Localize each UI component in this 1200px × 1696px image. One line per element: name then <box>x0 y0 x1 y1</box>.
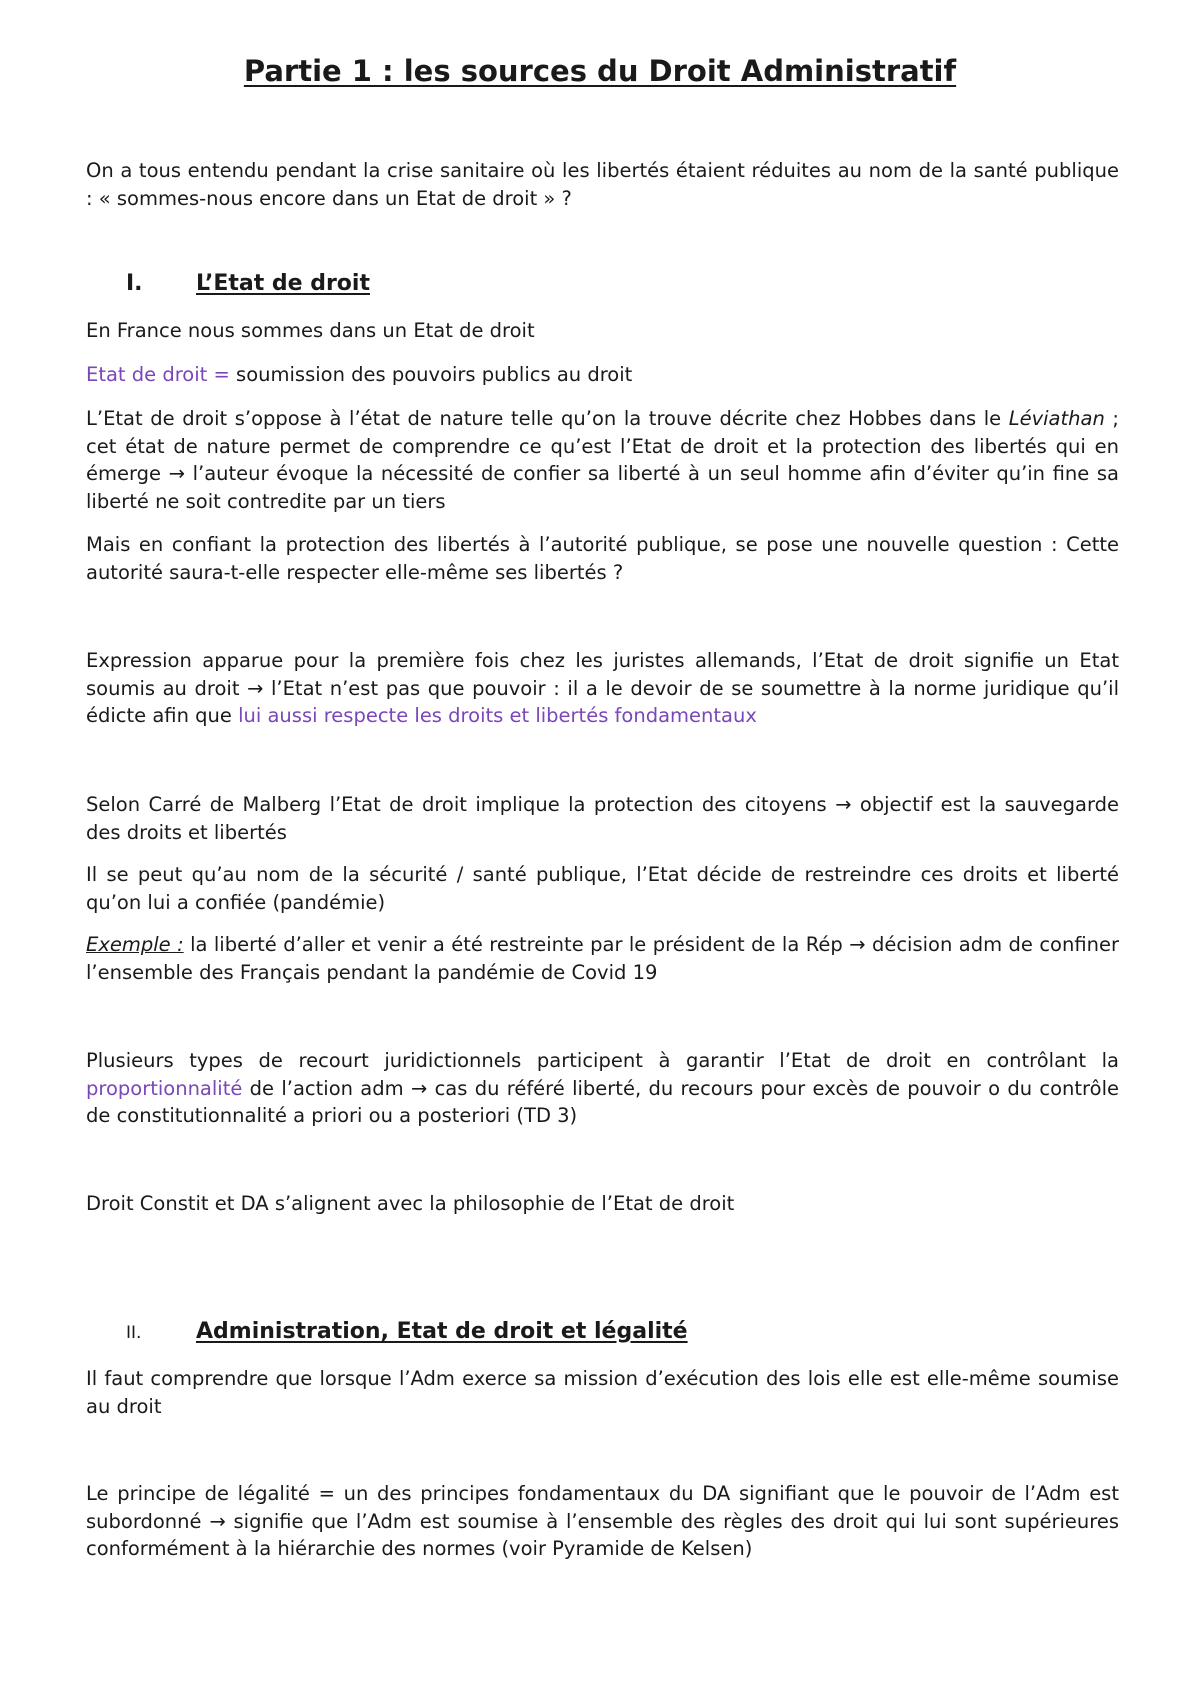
s1-paragraph-1: En France nous sommes dans un Etat de droit <box>86 319 535 342</box>
example-label: Exemple : <box>86 933 184 956</box>
section-2-number: II. <box>126 1323 142 1343</box>
s1-paragraph-4: Mais en confiant la protection des libertés à l’autorité publique, se pose une nouvelle question : Cette autorité saura-t-elle respecter elle-même ses libertés ? <box>86 533 1119 584</box>
section-2-title: Administration, Etat de droit et légalité <box>196 1319 688 1344</box>
document-title: Partie 1 : les sources du Droit Administratif <box>243 54 957 88</box>
p5-highlight: lui aussi respecte les droits et libertés fondamentaux <box>238 704 757 727</box>
section-2-heading <box>126 1319 688 1344</box>
s1-paragraph-3 <box>86 405 1119 515</box>
s1-paragraph-6: Selon Carré de Malberg l’Etat de droit implique la protection des citoyens → objectif est la sauvegarde des droits et libertés <box>86 793 1119 844</box>
definition-text: soumission des pouvoirs publics au droit <box>229 363 633 386</box>
example-text: la liberté d’aller et venir a été restreinte par le président de la Rép → décision adm de confiner l’ensemble des Français pendant la pandémie de Covid 19 <box>86 933 1119 984</box>
s1-paragraph-5 <box>86 647 1119 730</box>
p3-text-b: ; cet état de nature permet de comprendre ce qu’est l’Etat de droit et la protection des libertés qui en émerge → l’auteur évoque la nécessité de confier sa liberté à un seul homme afin d’éviter qu’in fine sa liberté ne soit contredite par un tiers <box>86 407 1119 513</box>
s1-paragraph-2 <box>86 361 1119 389</box>
section-1-number: I. <box>126 271 143 296</box>
definition-term: Etat de droit = <box>86 363 230 386</box>
s1-paragraph-10: Droit Constit et DA s’alignent avec la philosophie de l’Etat de droit <box>86 1192 735 1215</box>
section-1-title: L’Etat de droit <box>196 271 370 296</box>
p5-text-a: Expression apparue pour la première fois chez les juristes allemands, l’Etat de droit signifie un Etat soumis au droit → l’Etat n’est pas que pouvoir : il a le devoir de se soumettre à la norme juridique qu’il édicte afin que <box>86 649 1119 727</box>
section-1-heading <box>126 271 370 296</box>
s2-paragraph-2: Le principe de légalité = un des principes fondamentaux du DA signifiant que le pouvoir de l’Adm est subordonné → signifie que l’Adm est soumise à l’ensemble des règles des droit qui lui sont supérieures conformément à la hiérarchie des normes (voir Pyramide de Kelsen) <box>86 1482 1119 1560</box>
intro-paragraph: On a tous entendu pendant la crise sanitaire où les libertés étaient réduites au nom de la santé publique : « sommes-nous encore dans un Etat de droit » ? <box>86 159 1119 210</box>
s1-paragraph-8 <box>86 931 1119 986</box>
leviathan-title: Léviathan <box>1008 407 1105 430</box>
proportionnalite-term: proportionnalité <box>86 1076 243 1100</box>
p9-text-b: de l’action adm → cas du référé liberté, du recours pour excès de pouvoir o du contrôle de constitutionnalité a priori ou a posteriori (TD 3) <box>86 1076 1119 1127</box>
s2-paragraph-1: Il faut comprendre que lorsque l’Adm exerce sa mission d’exécution des lois elle est elle-même soumise au droit <box>86 1367 1119 1418</box>
s1-paragraph-7: Il se peut qu’au nom de la sécurité / santé publique, l’Etat décide de restreindre ces droits et liberté qu’on lui a confiée (pandémie) <box>86 863 1119 914</box>
s1-paragraph-9 <box>86 1047 1119 1130</box>
p9-text-a: Plusieurs types de recourt juridictionnels participent à garantir l’Etat de droit en contrôlant la <box>86 1049 1119 1072</box>
p3-text-a: L’Etat de droit s’oppose à l’état de nature telle qu’on la trouve décrite chez Hobbes dans le <box>86 407 1009 430</box>
